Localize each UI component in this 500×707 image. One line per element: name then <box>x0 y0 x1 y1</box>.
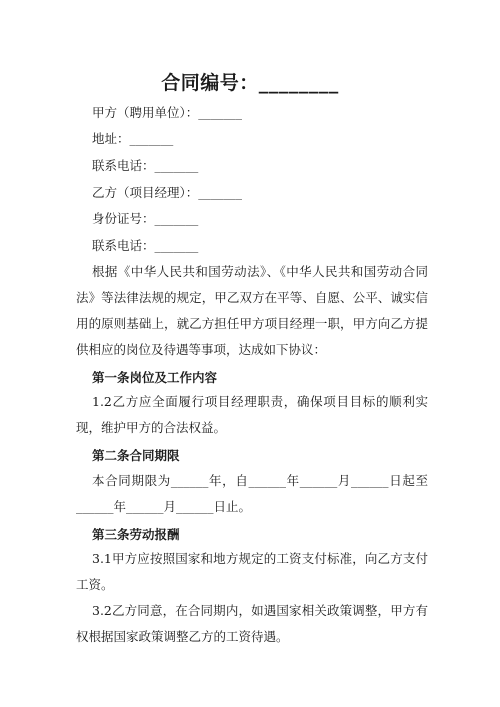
article-1-text: 1.2乙方应全面履行项目经理职责，确保项目目标的顺利实现，维护甲方的合法权益。 <box>76 394 428 435</box>
id-number-field: 身份证号：_______ <box>92 211 199 226</box>
address-field: 地址：_______ <box>92 131 174 146</box>
article-3-text-1: 3.1甲方应按照国家和地方规定的工资支付标准，向乙方支付工资。 <box>76 551 428 592</box>
article-3-heading: 第三条劳动报酬 <box>92 527 180 542</box>
article-2-heading: 第二条合同期限 <box>92 448 180 463</box>
contract-number-title: 合同编号：________ <box>161 72 339 94</box>
party-b-phone-field: 联系电话：_______ <box>92 238 199 253</box>
party-b-field: 乙方（项目经理）：_______ <box>92 185 243 200</box>
preamble-paragraph: 根据《中华人民共和国劳动法》、《中华人民共和国劳动合同法》等法律法规的规定，甲乙双方在平等、自愿、公平、诚实信用的原则基础上，就乙方担任甲方项目经理一职，甲方向乙方提供相应的岗位及待遇等事项，达成如下协议： <box>76 264 428 357</box>
article-2-text: 本合同期限为______年，自______年______月______日起至______年______月______日止。 <box>76 473 428 514</box>
article-1-heading: 第一条岗位及工作内容 <box>92 370 218 385</box>
article-3-text-2: 3.2乙方同意，在合同期内，如遇国家相关政策调整，甲方有权根据国家政策调整乙方的工资待遇。 <box>76 603 428 644</box>
party-a-phone-field: 联系电话：_______ <box>92 158 199 173</box>
party-a-field: 甲方（聘用单位）：_______ <box>92 105 243 120</box>
